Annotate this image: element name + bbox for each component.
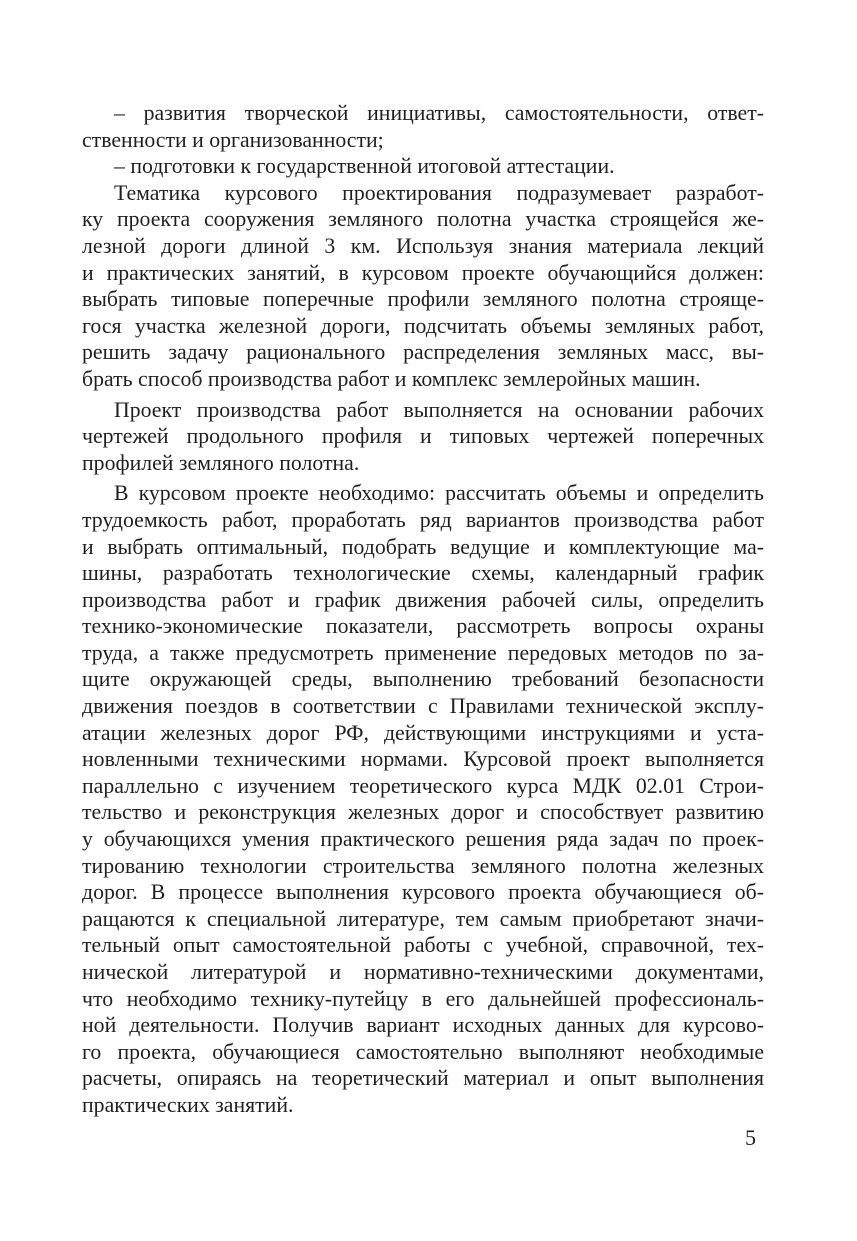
page-body xyxy=(82,100,764,1119)
text-line: ной деятельности. Получив вариант исходных данных для курсово- xyxy=(82,1013,764,1038)
text-line: тельный опыт самостоятельной работы с учебной, справочной, тех- xyxy=(82,933,764,958)
text-line: выбрать типовые поперечные профили земляного полотна строяще- xyxy=(82,287,764,312)
text-line: ку проекта сооружения земляного полотна участка строящейся же- xyxy=(82,207,764,232)
text-line: лезной дороги длиной 3 км. Используя знания материала лекций xyxy=(82,233,764,258)
page-number: 5 xyxy=(745,1125,756,1150)
paragraph-topic xyxy=(82,180,764,393)
paragraph-course-project xyxy=(82,480,764,1118)
text-line: чертежей продольного профиля и типовых чертежей поперечных xyxy=(82,424,764,449)
text-line: и выбрать оптимальный, подобрать ведущие и комплектующие ма- xyxy=(82,534,764,559)
list-item-initiative xyxy=(82,100,764,153)
text-line: нической литературой и нормативно-техническими документами, xyxy=(82,960,764,984)
text-line: труда, а также предусмотреть применение передовых методов по за- xyxy=(82,640,764,665)
text-line: – развития творческой инициативы, самостоятельности, ответ- xyxy=(114,101,764,125)
text-line: гося участка железной дороги, подсчитать объемы земляных работ, xyxy=(82,313,764,338)
text-line: трудоемкость работ, проработать ряд вариантов производства работ xyxy=(82,507,764,532)
text-line: движения поездов в соответствии с Правилами технической эксплу- xyxy=(82,694,764,719)
text-line: новленными техническими нормами. Курсовой проект выполняется xyxy=(82,747,764,772)
text-line: брать способ производства работ и комплекс землеройных машин. xyxy=(82,366,701,391)
text-line: что необходимо технику-путейцу в его дальнейшей профессиональ- xyxy=(82,986,764,1011)
list-item-certification xyxy=(82,153,764,180)
text-line: – подготовки к государственной итоговой аттестации. xyxy=(114,154,615,179)
text-line: технико-экономические показатели, рассмотреть вопросы охраны xyxy=(82,614,764,639)
text-line: атации железных дорог РФ, действующими инструкциями и уста- xyxy=(82,720,764,745)
text-line: тированию технологии строительства земляного полотна железных xyxy=(82,853,764,878)
text-line: параллельно с изучением теоретического курса МДК 02.01 Строи- xyxy=(82,773,764,798)
text-line: профилей земляного полотна. xyxy=(82,450,360,475)
text-line: практических занятий. xyxy=(82,1092,294,1117)
text-line: В курсовом проекте необходимо: рассчитать объемы и определить xyxy=(114,481,764,506)
text-line: тельство и реконструкция железных дорог и способствует развитию xyxy=(82,800,764,825)
text-line: ственности и организованности; xyxy=(82,127,384,152)
text-line: ращаются к специальной литературе, тем самым приобретают значи- xyxy=(82,906,764,931)
text-line: щите окружающей среды, выполнению требований безопасности xyxy=(82,667,764,692)
text-line: Проект производства работ выполняется на основании рабочих xyxy=(114,397,764,422)
text-line: расчеты, опираясь на теоретический материал и опыт выполнения xyxy=(82,1066,764,1091)
text-line: и практических занятий, в курсовом проекте обучающийся должен: xyxy=(82,260,764,285)
paragraph-project-basis xyxy=(82,397,764,477)
text-line: го проекта, обучающиеся самостоятельно выполняют необходимые xyxy=(82,1039,764,1064)
text-line: у обучающихся умения практического решения ряда задач по проек- xyxy=(82,827,764,852)
text-line: дорог. В процессе выполнения курсового проекта обучающиеся об- xyxy=(82,880,764,905)
text-line: Тематика курсового проектирования подразумевает разработ- xyxy=(114,180,764,205)
text-line: решить задачу рационального распределения земляных масс, вы- xyxy=(82,340,764,365)
text-line: производства работ и график движения рабочей силы, определить xyxy=(82,587,764,612)
text-line: шины, разработать технологические схемы, календарный график xyxy=(82,561,764,586)
